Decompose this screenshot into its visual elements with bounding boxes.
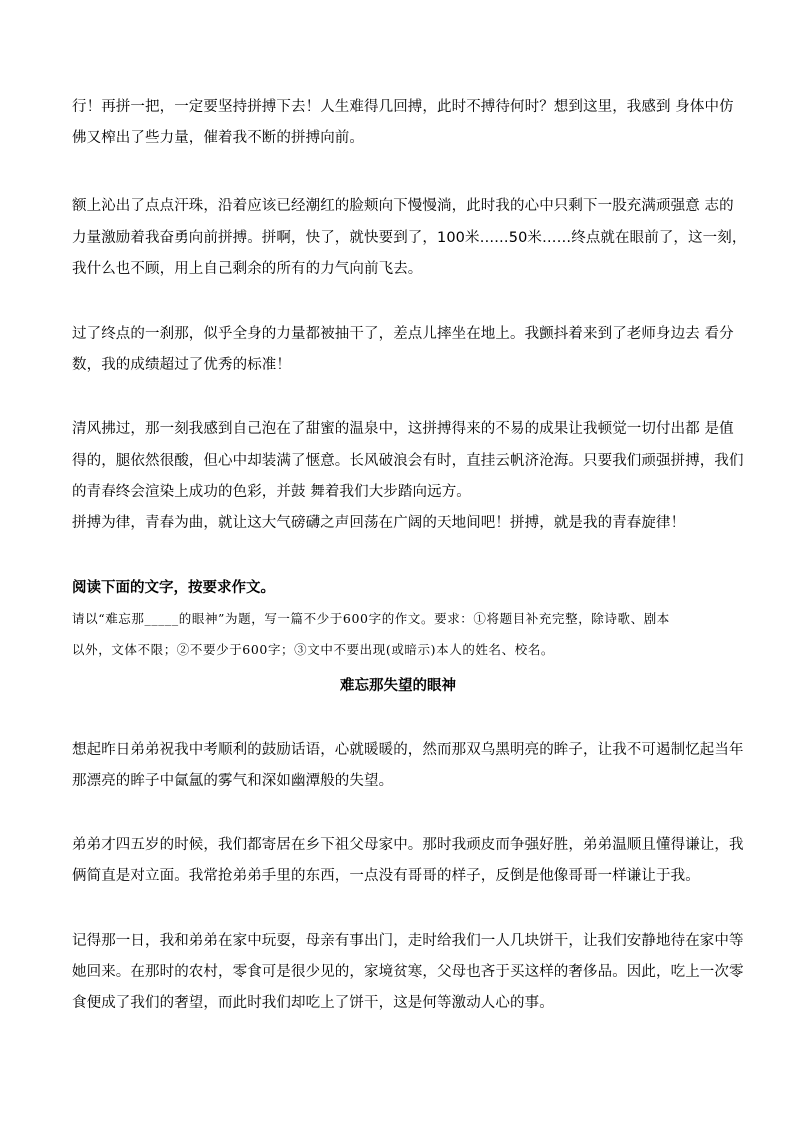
essay1-p2-line1: 额上沁出了点点汗珠，沿着应该已经潮红的脸颊向下慢慢淌，此时我的心中只剩下一股充满顽强意 志的 (72, 198, 734, 214)
prompt-requirement-line1: 请以“难忘那_____的眼神”为题，写一篇不少于600字的作文。要求：①将题目补充完整，除诗歌、剧本 (72, 611, 670, 626)
prompt-requirement-line2: 以外，文体不限；②不要少于600字；③文中不要出现(或暗示)本人的姓名、校名。 (72, 642, 555, 657)
essay2-p1-line2: 那漂亮的眸子中氤氲的雾气和深如幽潭般的失望。 (72, 773, 394, 789)
essay2-p3-line2: 她回来。在那时的农村，零食可是很少见的，家境贫寒，父母也吝于买这样的奢侈品。因此，吃上一次零 (72, 964, 744, 980)
essay2-p2-line2: 俩简直是对立面。我常抢弟弟手里的东西，一点没有哥哥的样子，反倒是他像哥哥一样谦让于我。 (72, 868, 700, 884)
essay2-p3-line1: 记得那一日，我和弟弟在家中玩耍，母亲有事出门，走时给我们一人几块饼干，让我们安静地待在家中等 (72, 933, 744, 949)
essay1-p1-line2: 佛又榨出了些力量，催着我不断的拼搏向前。 (72, 130, 364, 146)
essay1-p4-line2: 得的，腿依然很酸，但心中却装满了惬意。长风破浪会有时，直挂云帆济沧海。只要我们顽强拼搏，我们 (72, 453, 744, 469)
essay2-p3-line3: 食便成了我们的奢望，而此时我们却吃上了饼干，这是何等激动人心的事。 (72, 995, 554, 1011)
essay1-p2-line3: 我什么也不顾，用上自己剩余的所有的力气向前飞去。 (72, 261, 423, 277)
essay1-p3-line2: 数，我的成绩超过了优秀的标准！ (72, 357, 291, 373)
essay1-p1-line1: 行！再拼一把，一定要坚持拼搏下去！人生难得几回搏，此时不搏待何时？想到这里，我感到 身体中仿 (72, 99, 734, 115)
essay1-p4-line3: 的青春终会渲染上成功的色彩，并鼓 舞着我们大步踏向远方。 (72, 484, 471, 500)
essay2-p1-line1: 想起昨日弟弟祝我中考顺利的鼓励话语，心就暖暖的，然而那双乌黑明亮的眸子，让我不可遏制忆起当年 (72, 742, 744, 758)
essay1-p4-line1: 清风拂过，那一刻我感到自己泡在了甜蜜的温泉中，这拼搏得来的不易的成果让我顿觉一切付出都 是值 (72, 421, 734, 437)
essay1-p4-line4: 拼搏为律，青春为曲，就让这大气磅礴之声回荡在广阔的天地间吧！拼搏，就是我的青春旋律！ (72, 515, 686, 531)
essay2-p2-line1: 弟弟才四五岁的时候，我们都寄居在乡下祖父母家中。那时我顽皮而争强好胜，弟弟温顺且懂得谦让，我 (72, 837, 744, 853)
prompt-heading: 阅读下面的文字，按要求作文。 (72, 580, 275, 596)
essay1-p3-line1: 过了终点的一刹那，似乎全身的力量都被抽干了，差点儿摔坐在地上。我颤抖着来到了老师身边去 看分 (72, 326, 734, 342)
essay1-p2-line2: 力量激励着我奋勇向前拼搏。拼啊，快了，就快要到了，100米……50米……终点就在眼前了，这一刻， (72, 230, 747, 246)
essay2-title: 难忘那失望的眼神 (340, 678, 456, 694)
document-page (72, 0, 747, 1123)
